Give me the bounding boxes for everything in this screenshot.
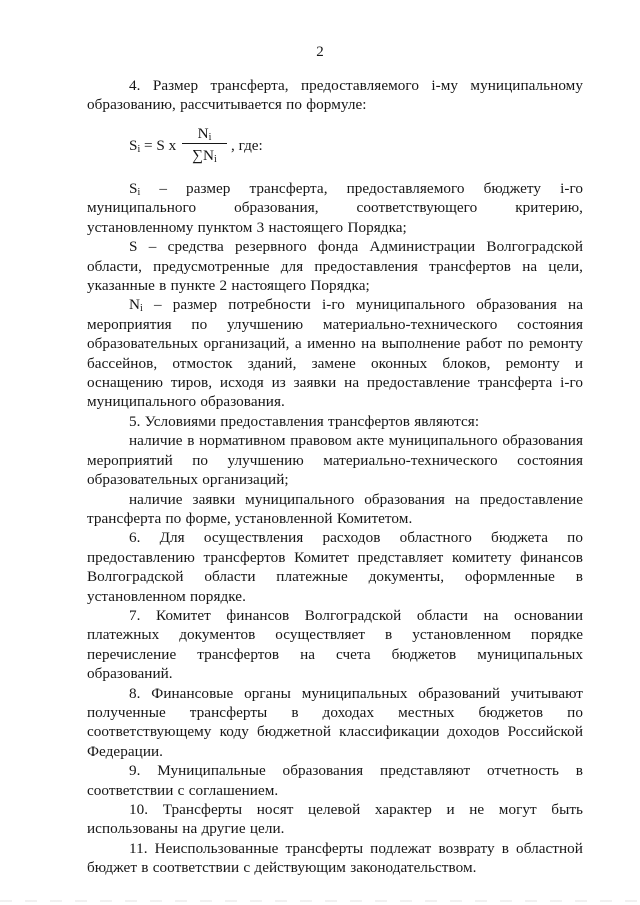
paragraph-7: 7. Комитет финансов Волгоградской области на основании платежных документов осуществляет в установленном порядке перечисление трансфертов на счета бюджетов муниципальных образований.: [87, 606, 583, 683]
definition-s: [87, 237, 583, 295]
paragraph-5-condition-a: наличие в нормативном правовом акте муниципального образования мероприятий по улучшению материально-технического состояния образовательных организаций;: [87, 432, 583, 489]
definition-ni-subscript: i: [140, 303, 143, 315]
definition-si-text: – размер трансферта, предоставляемого бюджету i-го муниципального образования, соответствующего критерию, установленному пунктом 3 настоящего Порядка;: [87, 180, 583, 236]
formula-denominator: [182, 144, 227, 165]
paragraph-5-condition-b: наличие заявки муниципального образования на предоставление трансферта по форме, установленной Комитетом.: [87, 490, 583, 527]
formula-fraction: [182, 124, 227, 165]
definition-s-symbol: S: [129, 238, 138, 256]
transfer-formula: [129, 124, 349, 172]
paragraph-8: 8. Финансовые органы муниципальных образований учитывают полученные трансферты в доходах местных бюджетов по соответствующему коду бюджетной классификации доходов Российской Федерации.: [87, 684, 583, 760]
formula-left-side: [129, 136, 176, 155]
paragraph-4: [87, 76, 583, 115]
definition-si-symbol: S: [129, 180, 138, 197]
scan-bottom-mark: [0, 900, 640, 902]
paragraph-11: 11. Неиспользованные трансферты подлежат возврату в областной бюджет в соответствии с действующим законодательством.: [87, 839, 583, 877]
definition-si-subscript: i: [137, 187, 141, 198]
page-number: 2: [316, 44, 324, 60]
definition-s-text: – средства резервного фонда Администрации Волгоградской области, предусмотренные для предоставления трансфертов на цели, указанные в пункте 2 настоящего Порядка;: [87, 238, 583, 295]
formula-equals-s-x: = S x: [140, 137, 177, 154]
paragraph-6: 6. Для осуществления расходов областного бюджета по предоставлению трансфертов Комитет представляет комитету финансов Волгоградской области платежные документы, оформленные в установленном порядке.: [87, 529, 583, 605]
formula-s-i-subscript: i: [137, 144, 141, 155]
formula-denominator-sum: ∑N: [192, 147, 214, 164]
paragraph-10: 10. Трансферты носят целевой характер и не могут быть использованы на другие цели.: [87, 801, 583, 838]
definition-si: [87, 179, 583, 237]
definition-ni: [87, 295, 583, 411]
formula-denominator-subscript: i: [214, 154, 217, 165]
definition-ni-text: – размер потребности i-го муниципального образования на мероприятия по улучшению материально-технического состояния образовательных организаций, а именно на выполнение работ по ремонту бассейнов, отмосток зданий, замене оконных блоков, ремонту и оснащению тиров, исходя из заявки на предоставление трансферта i-го муниципального образования.: [87, 296, 583, 411]
definitions-and-conditions: [87, 179, 583, 878]
formula-numerator-subscript: i: [208, 132, 212, 143]
formula-where: , где:: [231, 137, 263, 154]
paragraph-9: 9. Муниципальные образования представляют отчетность в соответствии с соглашением.: [87, 762, 583, 799]
paragraph-4-text: 4. Размер трансферта, предоставляемого i-му муниципальному образованию, рассчитывается по формуле:: [87, 77, 583, 114]
formula-numerator: [182, 124, 227, 144]
definition-ni-symbol: N: [129, 296, 141, 314]
formula-numerator-n: N: [197, 125, 209, 142]
formula-s-i: S: [129, 137, 138, 154]
paragraph-5: 5. Условиями предоставления трансфертов являются:: [129, 412, 480, 430]
